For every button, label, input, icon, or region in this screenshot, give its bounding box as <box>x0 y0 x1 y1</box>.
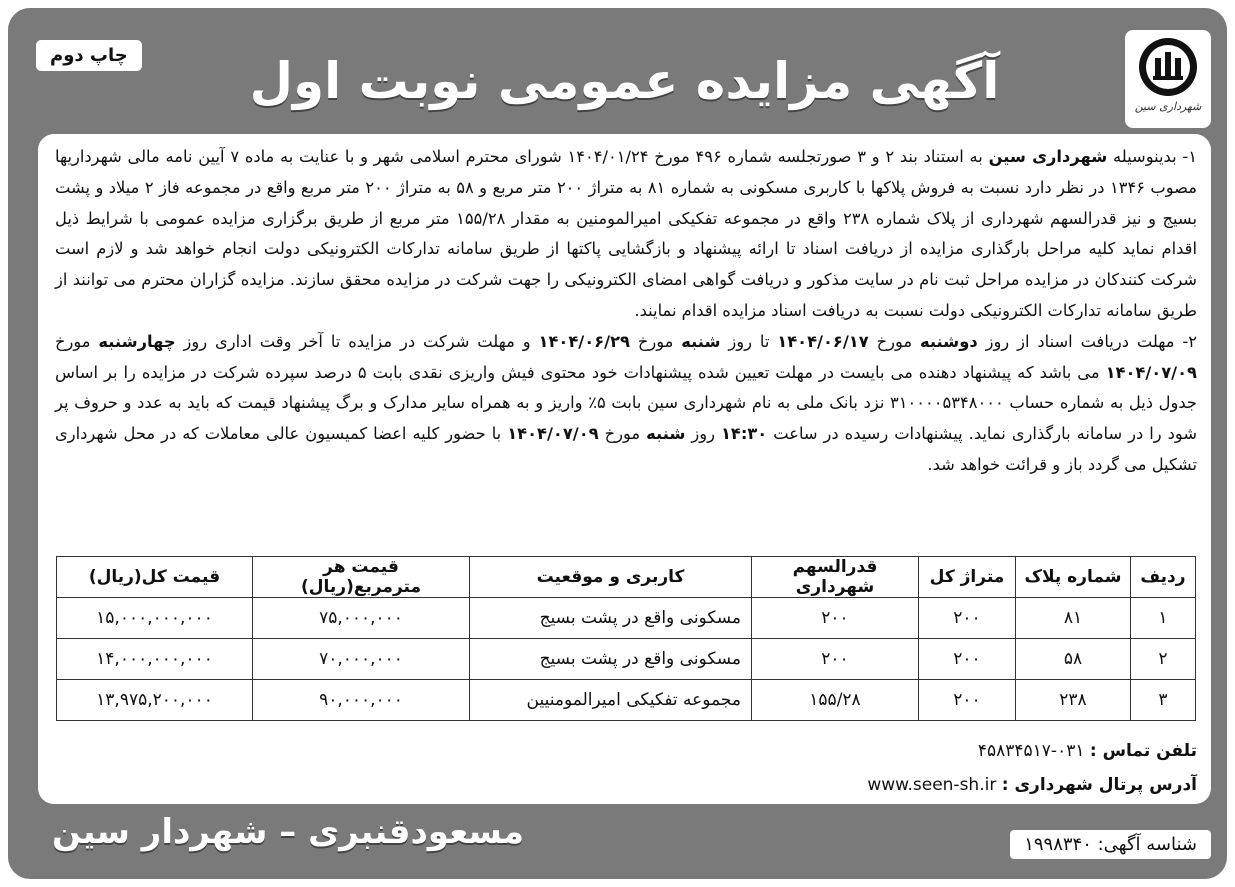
body-text-segment: و مهلت شرکت در مزایده تا آخر وقت اداری روز <box>175 331 539 351</box>
col-price-per-sqm: قیمت هر مترمربع(ریال) <box>253 557 470 598</box>
cell-plot-number: ۸۱ <box>1016 598 1131 639</box>
cell-plot-number: ۲۳۸ <box>1016 680 1131 721</box>
portal-line <box>867 768 1197 802</box>
body-text-segment: تا روز <box>720 331 778 351</box>
body-text-segment: ۱- بدینوسیله <box>1107 147 1198 166</box>
emphasized-text: ۱۴۰۴/۰۷/۰۹ <box>1105 362 1197 382</box>
cell-total-area: ۲۰۰ <box>919 639 1016 680</box>
cell-row: ۳ <box>1131 680 1196 721</box>
cell-municipality-share: ۱۵۵/۲۸ <box>752 680 919 721</box>
body-text-segment: مورخ <box>629 331 682 351</box>
cell-price-per-sqm: ۹۰,۰۰۰,۰۰۰ <box>253 680 470 721</box>
table-row <box>57 680 1196 721</box>
cell-municipality-share: ۲۰۰ <box>752 639 919 680</box>
col-municipality-share: قدرالسهم شهرداری <box>752 557 919 598</box>
cell-usage-location: مسکونی واقع در پشت بسیج <box>470 598 752 639</box>
municipality-logo <box>1125 30 1211 128</box>
body-text-segment: روز <box>685 424 721 444</box>
contact-info <box>867 734 1197 802</box>
col-usage-location: کاربری و موقعیت <box>470 557 752 598</box>
cell-municipality-share: ۲۰۰ <box>752 598 919 639</box>
col-row: ردیف <box>1131 557 1196 598</box>
cell-price-per-sqm: ۷۰,۰۰۰,۰۰۰ <box>253 639 470 680</box>
phone-label: تلفن تماس : <box>1089 741 1197 761</box>
notice-content <box>38 134 1211 804</box>
portal-link[interactable]: www.seen-sh.ir <box>867 775 997 795</box>
phone-line <box>867 734 1197 768</box>
header <box>38 30 1211 132</box>
col-plot-number: شماره پلاک <box>1016 557 1131 598</box>
municipality-emblem-icon <box>1137 36 1199 98</box>
cell-total-price: ۱۴,۰۰۰,۰۰۰,۰۰۰ <box>57 639 253 680</box>
clause-1 <box>55 142 1197 327</box>
edition-badge: چاپ دوم <box>36 40 142 71</box>
notice-id: شناسه آگهی: ۱۹۹۸۳۴۰ <box>1010 830 1211 859</box>
emphasized-text: ۱۴:۳۰ <box>720 424 768 444</box>
emphasized-text: چهارشنبه <box>98 331 176 351</box>
body-text-segment: به استناد بند ۲ و ۳ صورتجلسه شماره ۴۹۶ مورخ ۱۴۰۴/۰۱/۲۴ شورای محترم اسلامی شهر و با عنایت به ماده ۷ آیین نامه مالی شهرداریها مصوب ۱۳۴۶ در نظر دارد نسبت به فروش پلاکها با کاربری مسکونی به شماره ۸۱ به متراژ ۲۰۰ متر مربع و ۵۸ به متراژ ۲۰۰ متر مربع واقع در مجموعه فاز ۲ میلاد و پشت بسیج و نیز قدرالسهم شهرداری از پلاک شماره ۲۳۸ واقع در مجموعه تفکیکی امیرالمومنین به مقدار ۱۵۵/۲۸ متر مربع از طریق برگزاری مزایده عمومی با شرایط ذیل اقدام نماید کلیه مراحل بارگذاری مزایده از دریافت اسناد تا ارائه پیشنهاد و بازگشایی پاکتها از طریق سامانه تدارکات الکترونیکی دولت انجام خواهد شد و لازم است شرکت کنندکان در مزایده مراحل ثبت نام در سایت مذکور و دریافت گواهی امضای الکترونیکی را جهت شرکت در مزایده محقق سازند. مزایده گزاران محترم می توانند از طریق سامانه تدارکات الکترونیکی دولت نسبت به دریافت اسناد مزایده اقدام نمایند. <box>55 147 1197 320</box>
emphasized-text: شنبه <box>681 331 721 351</box>
emphasized-text: ۱۴۰۴/۰۷/۰۹ <box>507 424 599 444</box>
body-text-segment: ۲- مهلت دریافت اسناد از روز <box>977 331 1197 351</box>
table-header-row <box>57 557 1196 598</box>
logo-caption: شهرداری سین <box>1134 100 1202 113</box>
body-text-segment: مورخ <box>598 424 647 444</box>
table-row <box>57 598 1196 639</box>
cell-total-area: ۲۰۰ <box>919 680 1016 721</box>
body-text-segment: می باشد که پیشنهاد دهنده می بایست در مهلت تعیین شده پیشنهادات خود محتوی فیش واریزی نقدی بابت ۵ درصد سپرده شرکت در مزایده را بر اساس جدول ذیل به شماره حساب ۳۱۰۰۰۰۵۳۴۸۰۰۰ نزد بانک ملی به نام شهرداری سین بابت ۵٪ واریز و به همراه سایر مدارک و برگ پیشنهاد قیمت که باید به عدد و حروف پر شود را در سامانه بارگذاری نماید. پیشنهادات رسیده در ساعت <box>55 362 1197 444</box>
body-text-segment: با حضور کلیه اعضا کمیسیون عالی معاملات که در محل شهرداری تشکیل می گردد باز و قرائت خواهد شد. <box>55 424 1197 474</box>
col-total-area: متراژ کل <box>919 557 1016 598</box>
cell-price-per-sqm: ۷۵,۰۰۰,۰۰۰ <box>253 598 470 639</box>
notice-title: آگهی مزایده عمومی نوبت اول <box>249 52 1000 110</box>
table-row <box>57 639 1196 680</box>
body-text-segment: مورخ <box>868 331 921 351</box>
phone-number: ۰۳۱-۴۵۸۳۴۵۱۷ <box>977 741 1085 761</box>
cell-row: ۲ <box>1131 639 1196 680</box>
emphasized-text: شهرداری سین <box>988 147 1108 166</box>
mayor-signature: مسعودقنبری – شهردار سین <box>52 812 525 852</box>
emphasized-text: دوشنبه <box>920 331 978 351</box>
cell-total-price: ۱۳,۹۷۵,۲۰۰,۰۰۰ <box>57 680 253 721</box>
cell-plot-number: ۵۸ <box>1016 639 1131 680</box>
cell-total-price: ۱۵,۰۰۰,۰۰۰,۰۰۰ <box>57 598 253 639</box>
cell-usage-location: مسکونی واقع در پشت بسیج <box>470 639 752 680</box>
cell-total-area: ۲۰۰ <box>919 598 1016 639</box>
emphasized-text: ۱۴۰۴/۰۶/۱۷ <box>777 331 869 351</box>
lots-table <box>56 556 1196 721</box>
body-text-segment: مورخ <box>55 331 99 351</box>
emphasized-text: شنبه <box>646 424 686 444</box>
emphasized-text: ۱۴۰۴/۰۶/۲۹ <box>538 331 630 351</box>
cell-row: ۱ <box>1131 598 1196 639</box>
clause-2 <box>55 327 1197 481</box>
col-total-price: قیمت کل(ریال) <box>57 557 253 598</box>
cell-usage-location: مجموعه تفکیکی امیرالمومنیین <box>470 680 752 721</box>
portal-label: آدرس پرتال شهرداری : <box>1001 775 1197 795</box>
notice-body <box>55 142 1197 481</box>
